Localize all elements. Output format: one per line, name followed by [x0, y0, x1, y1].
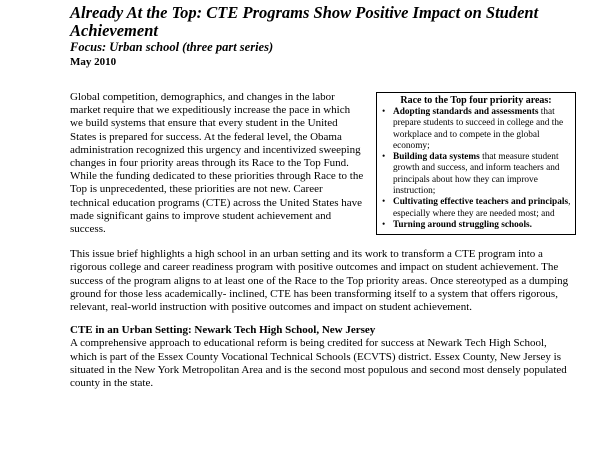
newark-paragraph: A comprehensive approach to educational reform is being credited for success at Newark Tech High School, which is part of the Essex County Vocational Technical Schools (ECVTS) district. Essex County, New Jersey is situated in the New York Metropolitan Area and is the second most populous and second most densely populated county in the state. — [70, 337, 567, 390]
bullet-icon: • — [382, 197, 386, 208]
bullet-icon: • — [382, 107, 386, 117]
sidebar-item — [381, 107, 571, 152]
document-title: Already At the Top: CTE Programs Show Positive Impact on Student Achievement — [70, 3, 539, 40]
sidebar-item — [381, 220, 571, 231]
sidebar-item-bold: Building data systems — [393, 152, 480, 163]
document-focus: Focus: Urban school (three part series) — [70, 40, 274, 54]
sidebar-item-text: that prepare students to succeed in college and the workplace and to compete in the global economy; — [393, 107, 564, 151]
sidebar-item-bold: Cultivating effective teachers and principals — [393, 197, 569, 208]
sidebar-list — [381, 107, 571, 231]
sidebar-item — [381, 152, 571, 197]
bullet-icon: • — [382, 152, 386, 163]
intro-paragraph-text: Global competition, demographics, and changes in the labor market require that we expeditiously increase the pace in which we build systems that ensure that every student in the United States is prepared for success. At the federal level, the Obama administration recognized this urgency and incentivized sweeping changes in four priority areas through its Race to the Top Fund. While the funding dedicated to these priorities through Race to the Top is unprecedented, these priorities are not new. Career technical education programs (CTE) across the United States have made significant gains to improve student achievement and success. — [70, 91, 364, 236]
sidebar-item — [381, 197, 571, 220]
sidebar-item-bold: Turning around struggling schools. — [393, 219, 532, 230]
sidebar-item-bold: Adopting standards and assessments — [393, 107, 539, 117]
sidebar-item-text: that measure student growth and success, and inform teachers and principals about how they can improve instruction; — [393, 152, 560, 197]
intro-paragraph — [70, 91, 576, 236]
section-heading: CTE in an Urban Setting: Newark Tech High School, New Jersey — [70, 324, 376, 337]
priority-areas-sidebar — [376, 92, 576, 235]
sidebar-title: Race to the Top four priority areas: — [400, 95, 552, 106]
brief-paragraph: This issue brief highlights a high school in an urban setting and its work to transform a CTE program into a rigorous college and career readiness program with positive outcomes and impact on student achievement. The success of the program aligns to at least one of the Race to the Top priority areas. Once stereotyped as a dumping ground for those less academically- inclined, CTE has been transforming itself to a system that offers rigorous, relevant, real-world instruction with positive outcomes and impact on student achievement. — [70, 248, 569, 314]
bullet-icon: • — [382, 219, 386, 230]
document-date: May 2010 — [70, 56, 117, 68]
sidebar-item-text: , especially where they are needed most; and — [393, 197, 571, 219]
